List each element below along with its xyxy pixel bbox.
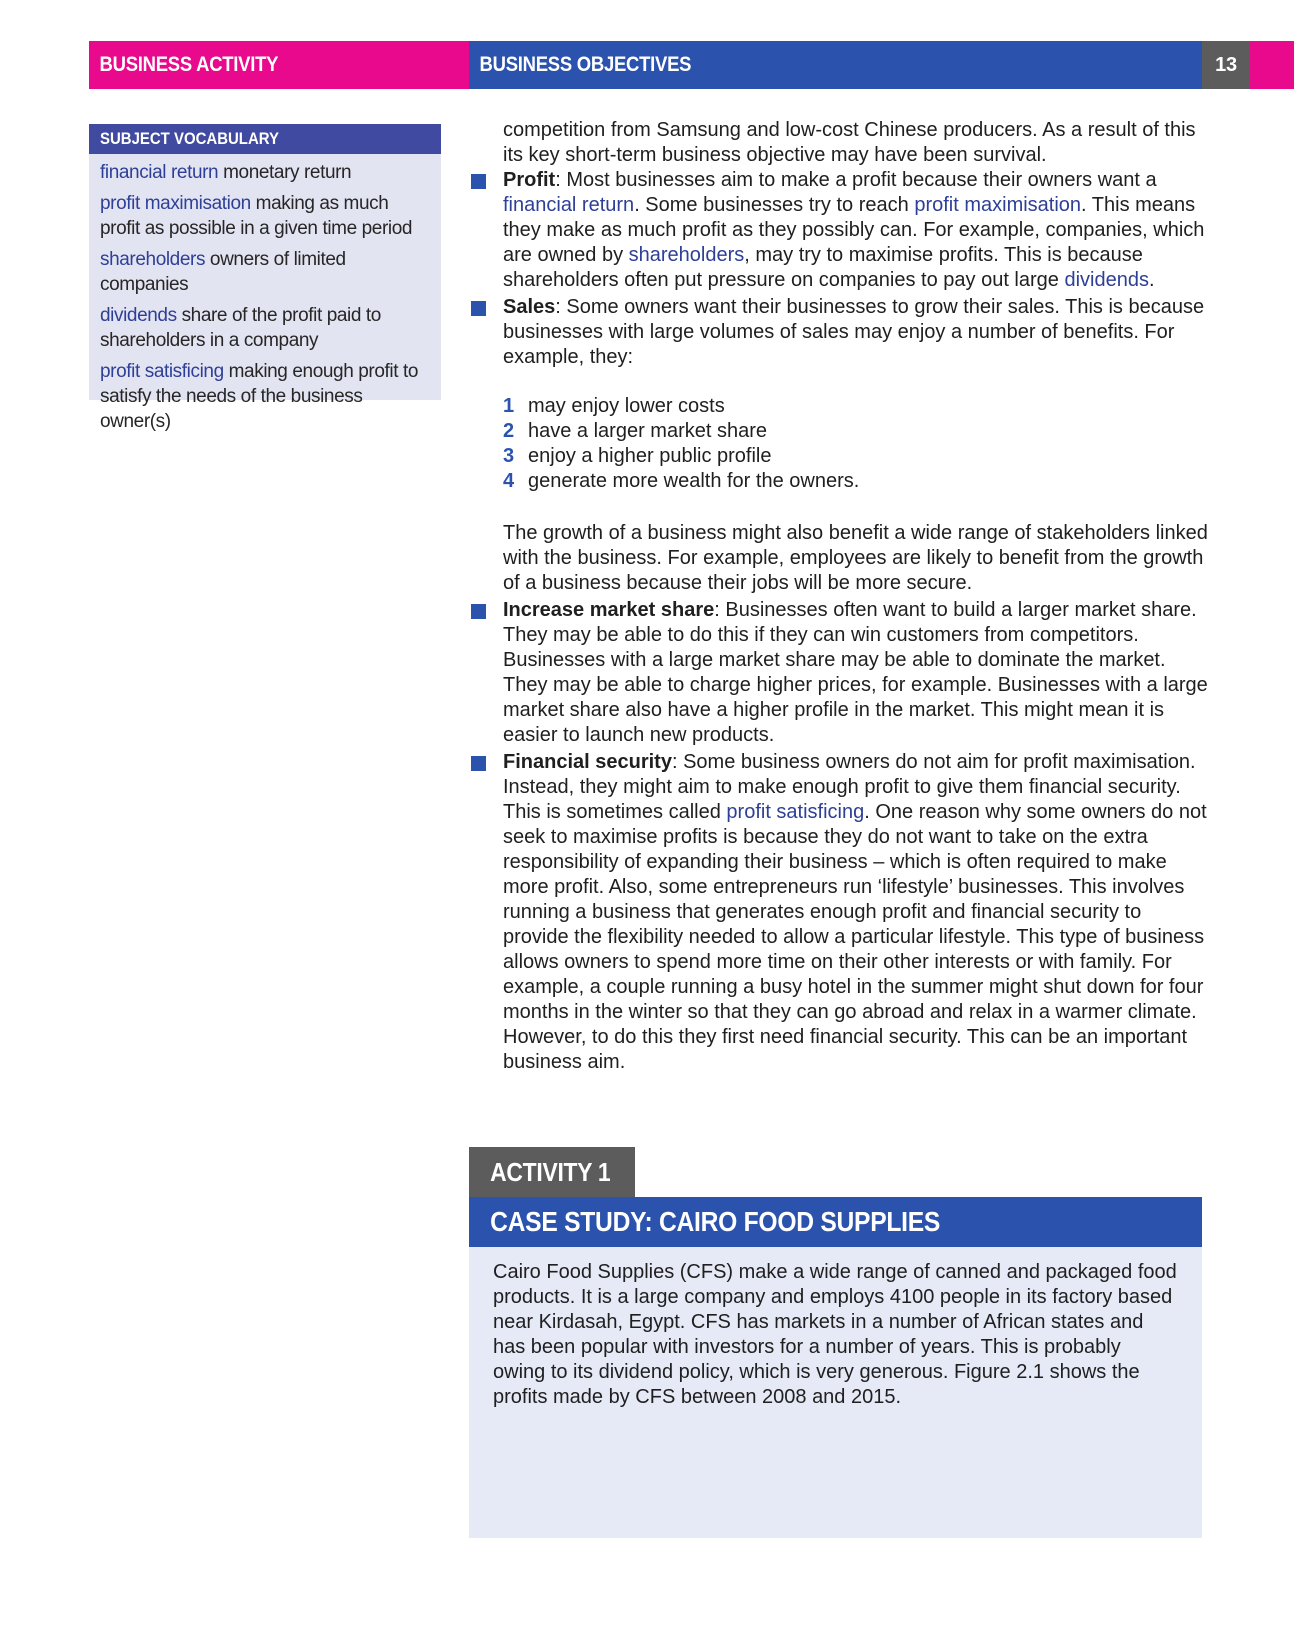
bullet-financial-security: Financial security: Some business owners do not aim for profit maximisation. Instead, they might aim to make enough profit to give them financial security. This is sometimes called profit satisficing. One reason why some owners do not seek to maximise profits is because they do not want to take on the extra responsibility of expanding their business – which is often required to make more profit. Also, some entrepreneurs run ‘lifestyle’ businesses. This involves running a business that generates enough profit and financial security to provide the flexibility needed to allow a particular lifestyle. This type of business allows owners to spend more time on their other interests or with family. For example, a couple running a busy hotel in the summer might shut down for four months in the winter so that they can go abroad and relax in a warmer climate. However, to do this they first need financial security. This can be an important business aim. <box>469 750 1209 1075</box>
list-number: 4 <box>503 470 515 492</box>
bullet-heading: Profit <box>503 169 556 191</box>
keyword-profit-maximisation: profit maximisation <box>914 194 1082 216</box>
vocabulary-item <box>100 191 430 241</box>
bullet-heading: Financial security <box>503 751 672 773</box>
vocabulary-term: shareholders <box>100 249 206 270</box>
vocabulary-item <box>100 160 430 185</box>
keyword-shareholders: shareholders <box>628 244 745 266</box>
page-number: 13 <box>1215 54 1237 76</box>
vocabulary-definition: owners of limited companies <box>100 249 346 295</box>
bullet-sales: Sales: Some owners want their businesses to grow their sales. This is because businesses with large volumes of sales may enjoy a number of benefits. For example, they: <box>469 295 1209 370</box>
list-item: 2 have a larger market share <box>503 420 768 442</box>
keyword-profit-satisficing: profit satisficing <box>726 801 865 823</box>
bullet-square-icon <box>471 301 486 316</box>
activity-label: ACTIVITY 1 <box>490 1157 611 1187</box>
header-chapter-bar <box>469 41 1202 89</box>
list-item: 4 generate more wealth for the owners. <box>503 470 860 492</box>
vocabulary-item <box>100 359 430 434</box>
bullet-heading: Sales <box>503 296 556 318</box>
header-section-bar <box>89 41 469 89</box>
bullet-square-icon <box>471 174 486 189</box>
activity-tab <box>469 1147 635 1197</box>
page-number-box <box>1202 41 1250 89</box>
case-study-title: CASE STUDY: CAIRO FOOD SUPPLIES <box>490 1206 941 1237</box>
growth-paragraph: The growth of a business might also benefit a wide range of stakeholders linked with the business. For example, employees are likely to benefit from the growth of a business because their jobs will be more secure. <box>503 522 1208 594</box>
case-study-box <box>469 1247 1202 1538</box>
intro-paragraph: competition from Samsung and low-cost Chinese producers. As a result of this its key short-term business objective may have been survival. <box>503 119 1196 166</box>
list-item: 1 may enjoy lower costs <box>503 395 725 417</box>
subject-vocabulary-box <box>89 124 441 432</box>
bullet-profit: Profit: Most businesses aim to make a profit because their owners want a financial return. Some businesses try to reach profit maximisation. This means they make as much profit as they possibly can. For example, companies, which are owned by shareholders, may try to maximise profits. This is because shareholders often put pressure on companies to pay out large dividends. <box>469 168 1209 293</box>
vocabulary-definition: making enough profit to satisfy the needs of the business owner(s) <box>100 361 419 432</box>
bullet-square-icon <box>471 604 486 619</box>
list-item: 3 enjoy a higher public profile <box>503 445 772 467</box>
bullet-market-share: Increase market share: Businesses often want to build a larger market share. They may be able to do this if they can win customers from competitors. Businesses with a large market share may be able to dominate the market. They may be able to charge higher prices, for example. Businesses with a large market share also have a higher profile in the market. This might mean it is easier to launch new products. <box>469 598 1209 748</box>
vocabulary-definition: making as much profit as possible in a given time period <box>100 193 413 239</box>
vocabulary-term: profit maximisation <box>100 193 251 214</box>
header-section-title: BUSINESS ACTIVITY <box>99 53 279 76</box>
vocabulary-term: profit satisficing <box>100 361 224 382</box>
list-number: 3 <box>503 445 515 467</box>
sales-benefits-list <box>469 394 1209 494</box>
vocabulary-item <box>100 303 430 353</box>
vocabulary-list <box>89 154 441 434</box>
bullet-heading: Increase market share <box>503 599 715 621</box>
header-chapter-title: BUSINESS OBJECTIVES <box>479 53 692 76</box>
vocabulary-term: financial return <box>100 162 219 183</box>
vocabulary-term: dividends <box>100 305 177 326</box>
vocabulary-title: SUBJECT VOCABULARY <box>89 124 441 154</box>
bullet-square-icon <box>471 756 486 771</box>
header-end-block <box>1250 41 1294 89</box>
main-text-column <box>469 118 1209 1075</box>
keyword-dividends: dividends <box>1064 269 1149 291</box>
keyword-financial-return: financial return <box>503 194 635 216</box>
case-study-title-bar <box>469 1197 1202 1247</box>
vocabulary-definition: share of the profit paid to shareholders in a company <box>100 305 381 351</box>
case-study-text: Cairo Food Supplies (CFS) make a wide range of canned and packaged food products. It is a large company and employs 4100 people in its factory based near Kirdasah, Egypt. CFS has markets in a number of African states and has been popular with investors for a number of years. This is probably owing to its dividend policy, which is very generous. Figure 2.1 shows the profits made by CFS between 2008 and 2015. <box>493 1261 1177 1408</box>
list-number: 1 <box>503 395 515 417</box>
list-number: 2 <box>503 420 515 442</box>
vocabulary-item <box>100 247 430 297</box>
vocabulary-definition: monetary return <box>218 162 352 183</box>
